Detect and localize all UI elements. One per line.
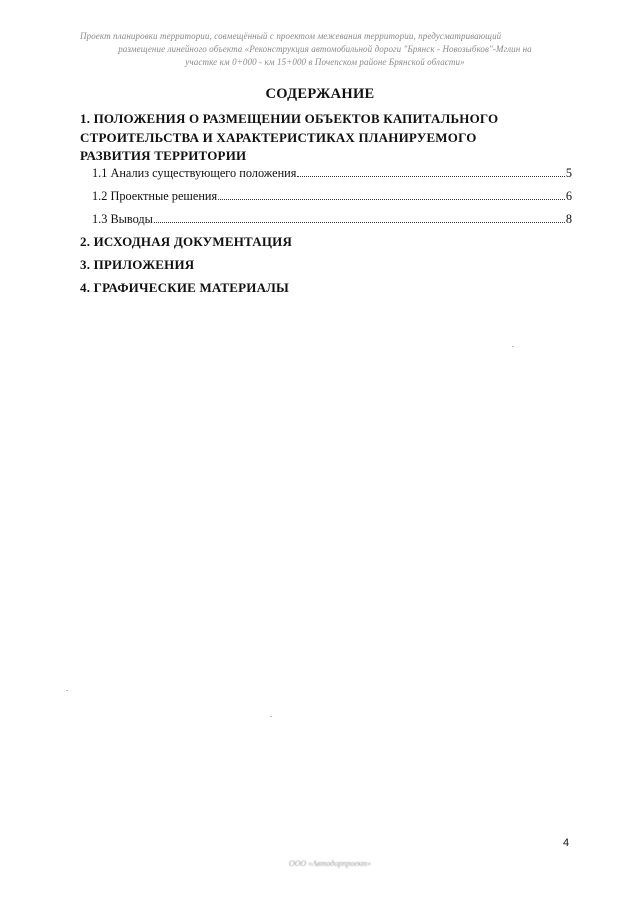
scan-speck — [270, 716, 272, 717]
toc-entry-page: 5 — [565, 166, 572, 180]
header-line-1: Проект планировки территории, совмещённый с проектом межевания территории, предусматривающий — [80, 31, 502, 41]
toc-title: СОДЕРЖАНИЕ — [265, 86, 375, 102]
footer-stamp: ООО «Автодорпроект» — [288, 859, 372, 868]
toc-section-3[interactable]: 3. ПРИЛОЖЕНИЯ — [80, 257, 195, 272]
toc-leader-dots — [297, 176, 564, 177]
header-line-3: участке км 0+000 - км 15+000 в Почепском районе Брянской области» — [185, 57, 465, 67]
toc-entry-page: 8 — [565, 212, 572, 226]
toc-entry-page: 6 — [565, 189, 572, 203]
page-number: 4 — [563, 837, 570, 849]
toc-section-4[interactable]: 4. ГРАФИЧЕСКИЕ МАТЕРИАЛЫ — [80, 280, 290, 295]
toc-leader-dots — [154, 222, 565, 223]
toc-entry-1-2[interactable] — [92, 188, 572, 204]
toc-leader-dots — [218, 199, 565, 200]
toc-entry-1-1[interactable] — [92, 165, 572, 181]
scan-speck — [512, 346, 514, 347]
toc-entry-label: 1.3 Выводы — [92, 212, 153, 226]
scan-speck — [66, 690, 68, 691]
toc-entry-1-3[interactable] — [92, 211, 572, 227]
toc-section-1: 1. ПОЛОЖЕНИЯ О РАЗМЕЩЕНИИ ОБЪЕКТОВ КАПИТАЛЬНОГО СТРОИТЕЛЬСТВА И ХАРАКТЕРИСТИКАХ ПЛАНИРУЕМОГО РАЗВИТИЯ ТЕРРИТОРИИ — [80, 111, 499, 163]
toc-section-2[interactable]: 2. ИСХОДНАЯ ДОКУМЕНТАЦИЯ — [80, 234, 293, 249]
header-line-2: размещение линейного объекта «Реконструкция автомобильной дороги "Брянск - Новозыбков"-Мглин на — [118, 44, 532, 54]
toc-entry-label: 1.2 Проектные решения — [92, 189, 218, 203]
toc-entry-label: 1.1 Анализ существующего положения — [92, 166, 297, 180]
document-header — [80, 30, 570, 69]
